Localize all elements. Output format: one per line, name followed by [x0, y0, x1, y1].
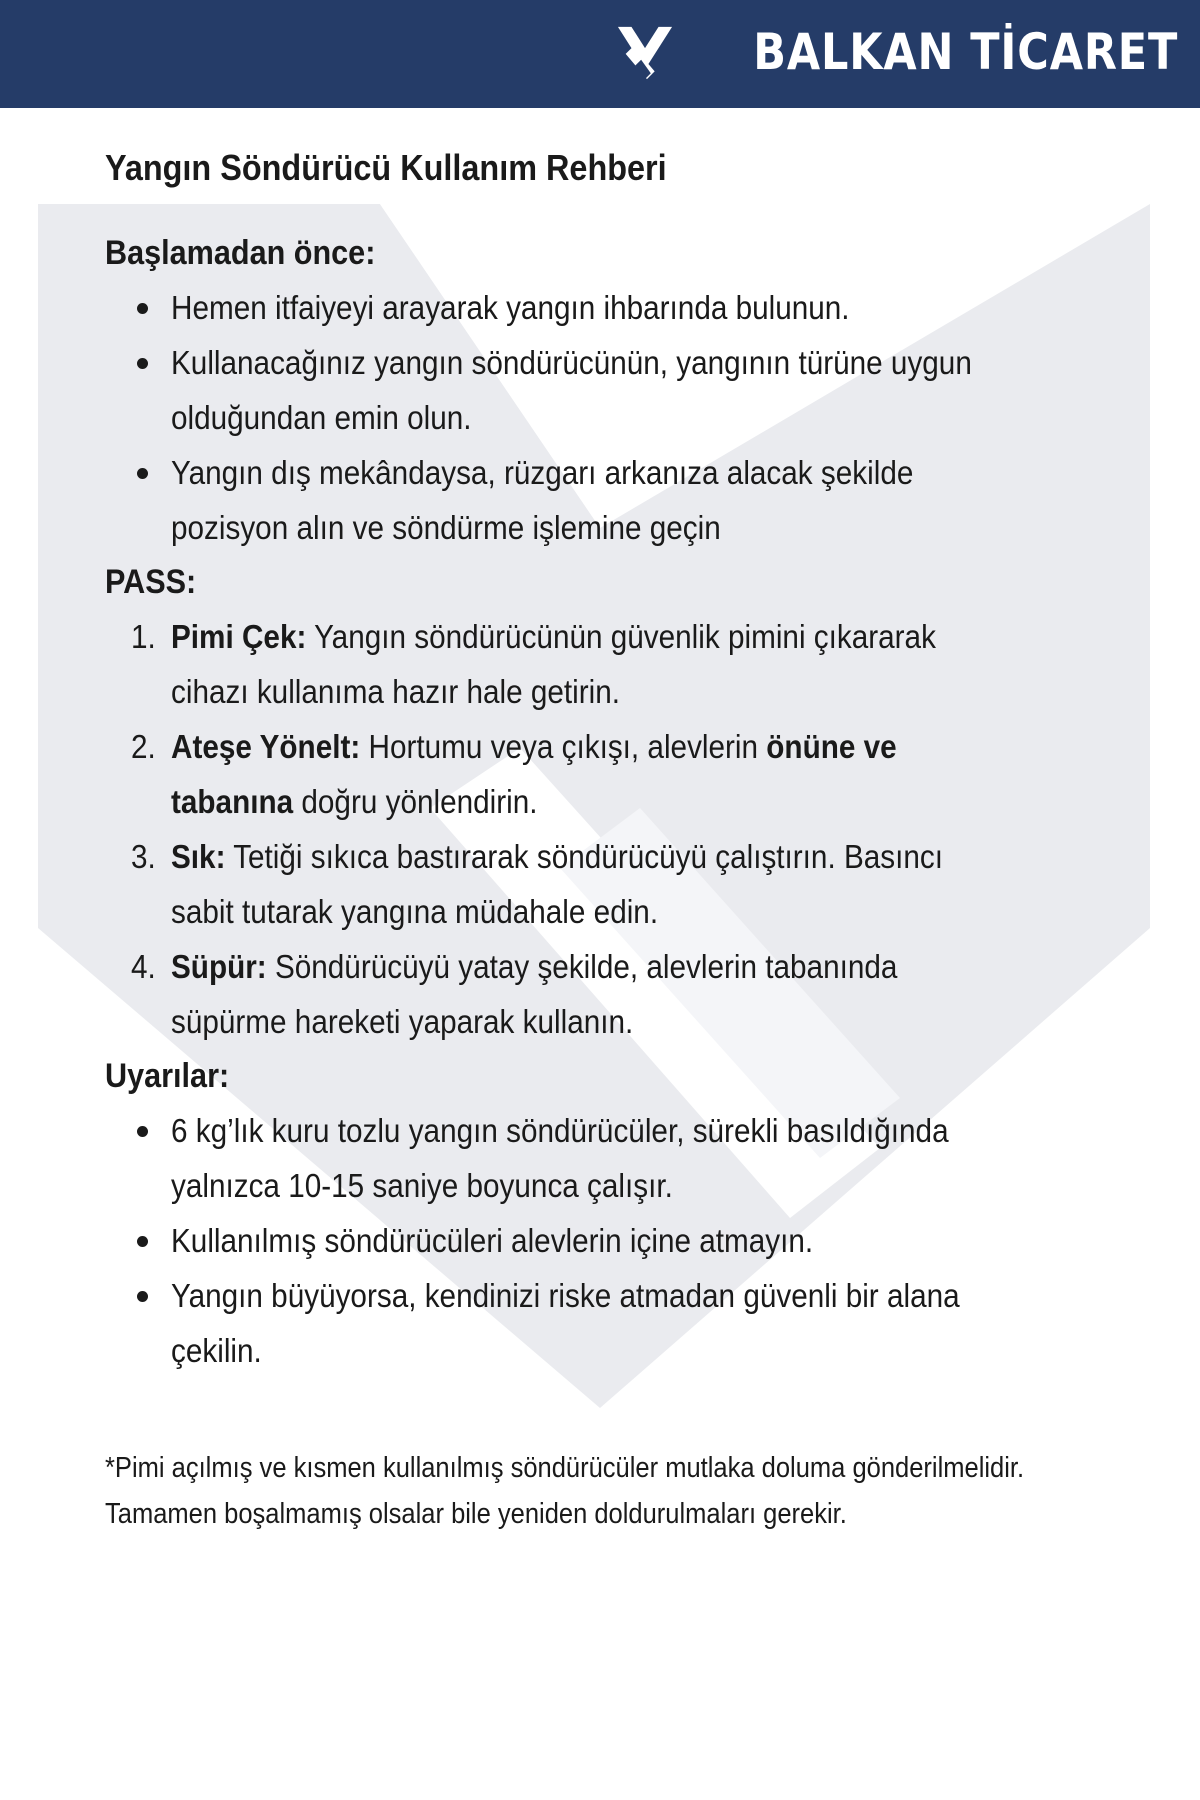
footnote	[105, 1445, 1145, 1537]
list-item: Kullanılmış söndürücüleri alevlerin içine atmayın.	[105, 1213, 1105, 1268]
section-heading-pass: PASS:	[105, 563, 197, 601]
list-item: Yangın büyüyorsa, kendinizi riske atmadan güvenli bir alana çekilin.	[105, 1268, 1105, 1378]
pass-step-4: 4. Süpür: Söndürücüyü yatay şekilde, alevlerin tabanında süpürme hareketi yaparak kullanın.	[105, 939, 1105, 1049]
step-number: 1.	[131, 618, 156, 655]
section-heading-warnings: Uyarılar:	[105, 1057, 230, 1095]
pass-step-2: 2. Ateşe Yönelt: Hortumu veya çıkışı, alevlerin önüne ve tabanına doğru yönlendirin.	[105, 719, 1105, 829]
step-term: Sık:	[171, 838, 226, 875]
section-heading-before: Başlamadan önce:	[105, 234, 376, 272]
bullet-icon	[137, 303, 148, 314]
warnings-list	[105, 1103, 1105, 1378]
guide-content	[105, 140, 1105, 1378]
step-number: 4.	[131, 948, 156, 985]
step-emphasis: önüne ve tabanına	[171, 728, 897, 820]
bullet-icon	[137, 1291, 148, 1302]
list-item: Yangın dış mekândaysa, rüzgarı arkanıza alacak şekilde pozisyon alın ve söndürme işlemine geçin	[105, 445, 1105, 555]
brand-header	[0, 0, 1200, 108]
step-term: Ateşe Yönelt:	[171, 728, 361, 765]
brand-lockup	[616, 20, 1178, 84]
pass-steps	[105, 609, 1105, 1049]
bullet-icon	[137, 1126, 148, 1137]
list-item: Kullanacağınız yangın söndürücünün, yangının türüne uygun olduğundan emin olun.	[105, 335, 1105, 445]
balkan-ticaret-logo-icon	[616, 23, 674, 81]
footnote-line-2: Tamamen boşalmamış olsalar bile yeniden doldurulmaları gerekir.	[105, 1498, 847, 1530]
bullet-icon	[137, 358, 148, 369]
step-term: Pimi Çek:	[171, 618, 307, 655]
bullet-icon	[137, 468, 148, 479]
step-term: Süpür:	[171, 948, 267, 985]
pass-step-1: 1. Pimi Çek: Yangın söndürücünün güvenlik pimini çıkararak cihazı kullanıma hazır hale getirin.	[105, 609, 1105, 719]
footnote-line-1: *Pimi açılmış ve kısmen kullanılmış söndürücüler mutlaka doluma gönderilmelidir.	[105, 1452, 1025, 1484]
pass-step-3: 3. Sık: Tetiği sıkıca bastırarak söndürücüyü çalıştırın. Basıncı sabit tutarak yangına müdahale edin.	[105, 829, 1105, 939]
bullet-icon	[137, 1236, 148, 1247]
before-list	[105, 280, 1105, 555]
step-number: 2.	[131, 728, 156, 765]
list-item: 6 kg’lık kuru tozlu yangın söndürücüler, sürekli basıldığında yalnızca 10-15 saniye boyunca çalışır.	[105, 1103, 1105, 1213]
page-title: Yangın Söndürücü Kullanım Rehberi	[105, 147, 667, 188]
brand-name: BALKAN TİCARET	[752, 23, 1178, 81]
list-item: Hemen itfaiyeyi arayarak yangın ihbarında bulunun.	[105, 280, 1105, 335]
step-number: 3.	[131, 838, 156, 875]
